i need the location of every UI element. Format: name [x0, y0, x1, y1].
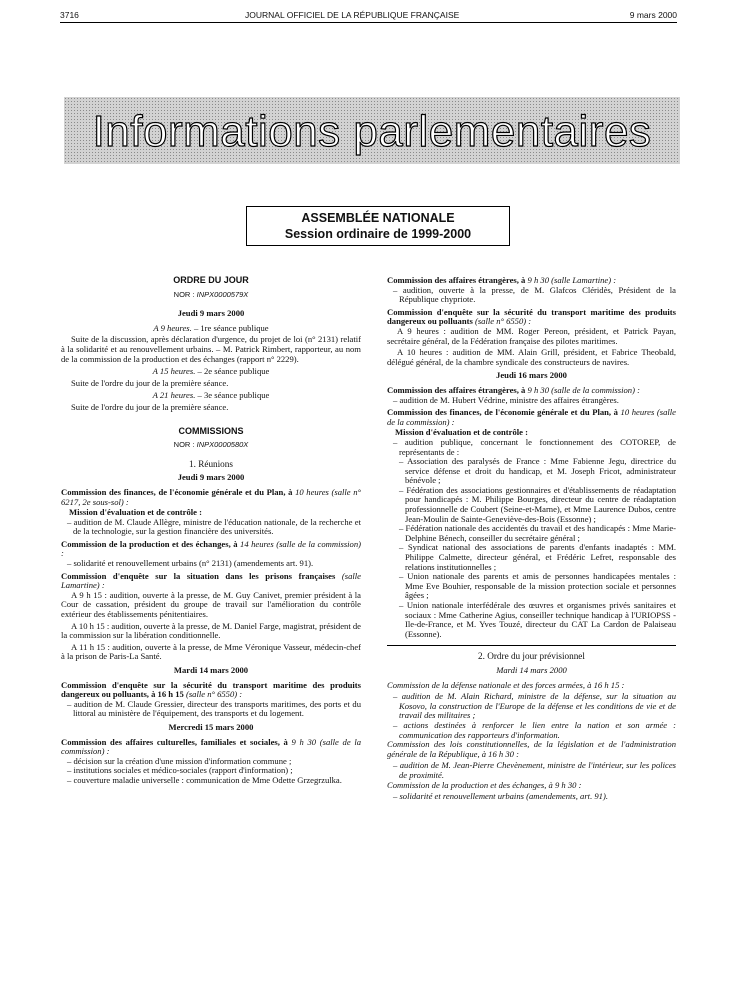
commission-heading: Commission des affaires étrangères, à 9 h 30 (salle de la commission) :: [387, 384, 640, 395]
session-line: A 21 heures. – 3e séance publique: [152, 390, 270, 401]
commission-heading: Commission d'enquête sur la sécurité du transport maritime des produits dangereux ou polluants, à 16 h 15 (salle n° 6550) :: [61, 679, 361, 700]
session-text: Suite de l'ordre du jour de la première séance.: [71, 401, 229, 412]
agenda-item: – décision sur la création d'une mission d'information commune ;: [67, 755, 292, 766]
day-heading: Jeudi 9 mars 2000: [177, 472, 245, 483]
commission-heading: Commission de la production et des échanges, à 9 h 30 :: [387, 779, 582, 790]
ordre-nor: NOR : INPX0000579X: [173, 289, 249, 299]
agenda-item: – audition, ouverte à la presse, de M. Glafcos Cléridès, Président de la République chypriote.: [393, 284, 676, 305]
divider: [387, 645, 676, 646]
day-heading: Jeudi 16 mars 2000: [496, 370, 567, 381]
chamber-name: ASSEMBLÉE NATIONALE: [301, 211, 455, 225]
commissions-nor: NOR : INPX0000580X: [173, 440, 249, 450]
commission-heading: Commission de la défense nationale et des forces armées, à 16 h 15 :: [387, 679, 625, 690]
commission-heading: Commission des lois constitutionnelles, de la législation et de l'administration générale de la République, à 16 h 30 :: [387, 739, 676, 759]
audition-text: A 11 h 15 : audition, ouverte à la presse, de Mme Véronique Vasseur, médecin-chef à la prison de Paris-La Santé.: [61, 641, 361, 662]
agenda-item: – audition de M. Claude Allègre, ministre de l'éducation nationale, de la recherche et de la technologie, sur la gestion financière des universités.: [67, 516, 361, 537]
sub-item: – Union nationale des parents et amis de personnes handicapées mentales : Mme Eve Bouhier, responsable de la mission protection sociale et personnes âgées ;: [399, 571, 676, 601]
session-text: Suite de la discussion, après déclaration d'urgence, du projet de loi (n° 2131) relatif à la solidarité et au renouvellement urbains. – M. Patrick Rimbert, rapporteur, au nom de la commission de la production et des échanges (rapport n° 2229).: [61, 334, 361, 364]
audition-text: A 10 heures : audition de MM. Alain Grill, président, et Fabrice Theobald, délégué général, de la chambre syndicale des constructeurs de navires.: [387, 347, 676, 367]
audition-text: A 9 h 15 : audition, ouverte à la presse, de M. Guy Canivet, premier président à la Cour de cassation, président du groupe de travail sur l'amélioration du contrôle extérieur des établissements pénitentiaires.: [61, 589, 361, 620]
section-banner: [64, 97, 680, 164]
agenda-item: – actions destinées à renforcer le lien entre la nation et son armée : communication des rapporteurs d'information.: [393, 719, 676, 740]
commission-heading: Commission de la production et des échanges, à 14 heures (salle de la commission) :: [61, 538, 362, 559]
left-column: [61, 276, 361, 786]
day-heading: Mercredi 15 mars 2000: [168, 721, 254, 732]
ordre-title: ORDRE DU JOUR: [173, 275, 249, 285]
sub-item: – Syndicat national des associations de parents d'enfants inadaptés : MM. Philippe Calmette, directeur général, et Frédéric Lefret, responsable des relations institutionnelles ;: [399, 542, 676, 572]
commission-heading: Commission des affaires culturelles, familiales et sociales, à 9 h 30 (salle de la commission) :: [61, 736, 361, 757]
agenda-item: – audition publique, concernant le fonctionnement des COTOREP, de représentants de :: [393, 436, 676, 457]
agenda-item: – audition de M. Claude Gressier, directeur des transports maritimes, des ports et du littoral au ministère de l'équipement, des transports et du logement.: [67, 698, 361, 719]
running-header: [60, 10, 677, 23]
sub-item: – Union nationale interfédérale des œuvres et organismes privés sanitaires et sociaux : Mme Catherine Agius, conseiller technique handicap à l'URIOPSS - Ile-de-France, et M. Yves Touzé, directeur du CAT La Cardon de Palaiseau (Essonne).: [399, 600, 676, 639]
agenda-item: – audition de M. Alain Richard, ministre de la défense, sur la situation au Kosovo, la construction de l'Europe de la défense et les conditions de vie et de travail des militaires ;: [393, 691, 676, 721]
right-column: [387, 276, 676, 802]
reunions-heading: 1. Réunions: [189, 458, 233, 469]
agenda-item: – institutions sociales et médico-sociales (rapport d'information) ;: [67, 765, 293, 776]
issue-date: 9 mars 2000: [629, 10, 677, 20]
day-heading: Jeudi 9 mars 2000: [177, 308, 245, 319]
commission-heading: Commission d'enquête sur la situation dans les prisons françaises (salle Lamartine) :: [61, 570, 361, 591]
audition-text: A 10 h 15 : audition, ouverte à la presse, de M. Daniel Farge, magistrat, président de la commission sur la libération conditionnelle.: [61, 620, 361, 641]
agenda-item: – solidarité et renouvellement urbains (n° 2131) (amendements art. 91).: [67, 558, 314, 569]
audition-text: A 9 heures : audition de MM. Roger Pereon, président, et Patrick Payan, secrétaire général, de la Fédération française des pilotes maritimes.: [387, 325, 676, 346]
commission-heading: Commission des finances, de l'économie générale et du Plan, à 10 heures (salle n° 6217, 2e sous-sol) :: [61, 486, 361, 507]
banner-title: Informations parlementaires: [92, 107, 652, 156]
session-line: A 15 heures. – 2e séance publique: [152, 366, 270, 377]
day-heading: Mardi 14 mars 2000: [173, 665, 249, 675]
ordre-previsionnel-heading: 2. Ordre du jour prévisionnel: [478, 651, 585, 662]
commissions-title: COMMISSIONS: [178, 425, 244, 436]
sub-item: – Fédération des associations gestionnaires et d'établissements de réadaptation pour handicapés : M. Philippe Bourges, directeur du centre de réadaptation professionnelle de Coubert (Seine-et-Marne), et Mme Laurence Dubos, centre Jean-Moulin de Sainte-Geneviève-des-Bois (Essonne) ;: [399, 484, 676, 524]
session-name: Session ordinaire de 1999-2000: [284, 227, 472, 241]
session-line: A 9 heures. – 1re séance publique: [153, 322, 269, 333]
sub-item: – Association des paralysés de France : Mme Fabienne Jegu, directrice du service défense et droit du handicap, et M. Joseph Fricot, administrateur bénévole ;: [399, 456, 676, 486]
agenda-item: – solidarité et renouvellement urbains (amendements, art. 91).: [393, 791, 608, 802]
journal-title: JOURNAL OFFICIEL DE LA RÉPUBLIQUE FRANÇAISE: [245, 10, 460, 20]
mission-heading: Mission d'évaluation et de contrôle :: [395, 427, 528, 438]
sub-item: – Fédération nationale des accidentés du travail et des handicapés : Mme Marie-Delphine Bénech, conseiller du secrétaire général ;: [399, 523, 676, 543]
commission-heading: Commission d'enquête sur la sécurité du transport maritime des produits dangereux ou polluants (salle n° 6550) :: [387, 306, 676, 327]
day-heading: Mardi 14 mars 2000: [496, 664, 567, 675]
agenda-item: – audition de M. Hubert Védrine, ministre des affaires étrangères.: [393, 394, 619, 405]
mission-heading: Mission d'évaluation et de contrôle :: [69, 507, 202, 518]
session-text: Suite de l'ordre du jour de la première séance.: [71, 377, 229, 388]
agenda-item: – audition de M. Jean-Pierre Chevènement, ministre de l'intérieur, sur les polices de proximité.: [393, 760, 676, 780]
commission-heading: Commission des finances, de l'économie générale et du Plan, à 10 heures (salle de la commission) :: [387, 407, 676, 427]
agenda-item: – couverture maladie universelle : communication de Mme Odette Grzegrzulka.: [67, 774, 342, 785]
chamber-box: [246, 206, 510, 246]
page-number: 3716: [60, 10, 79, 20]
commission-heading: Commission des affaires étrangères, à 9 h 30 (salle Lamartine) :: [387, 275, 617, 285]
